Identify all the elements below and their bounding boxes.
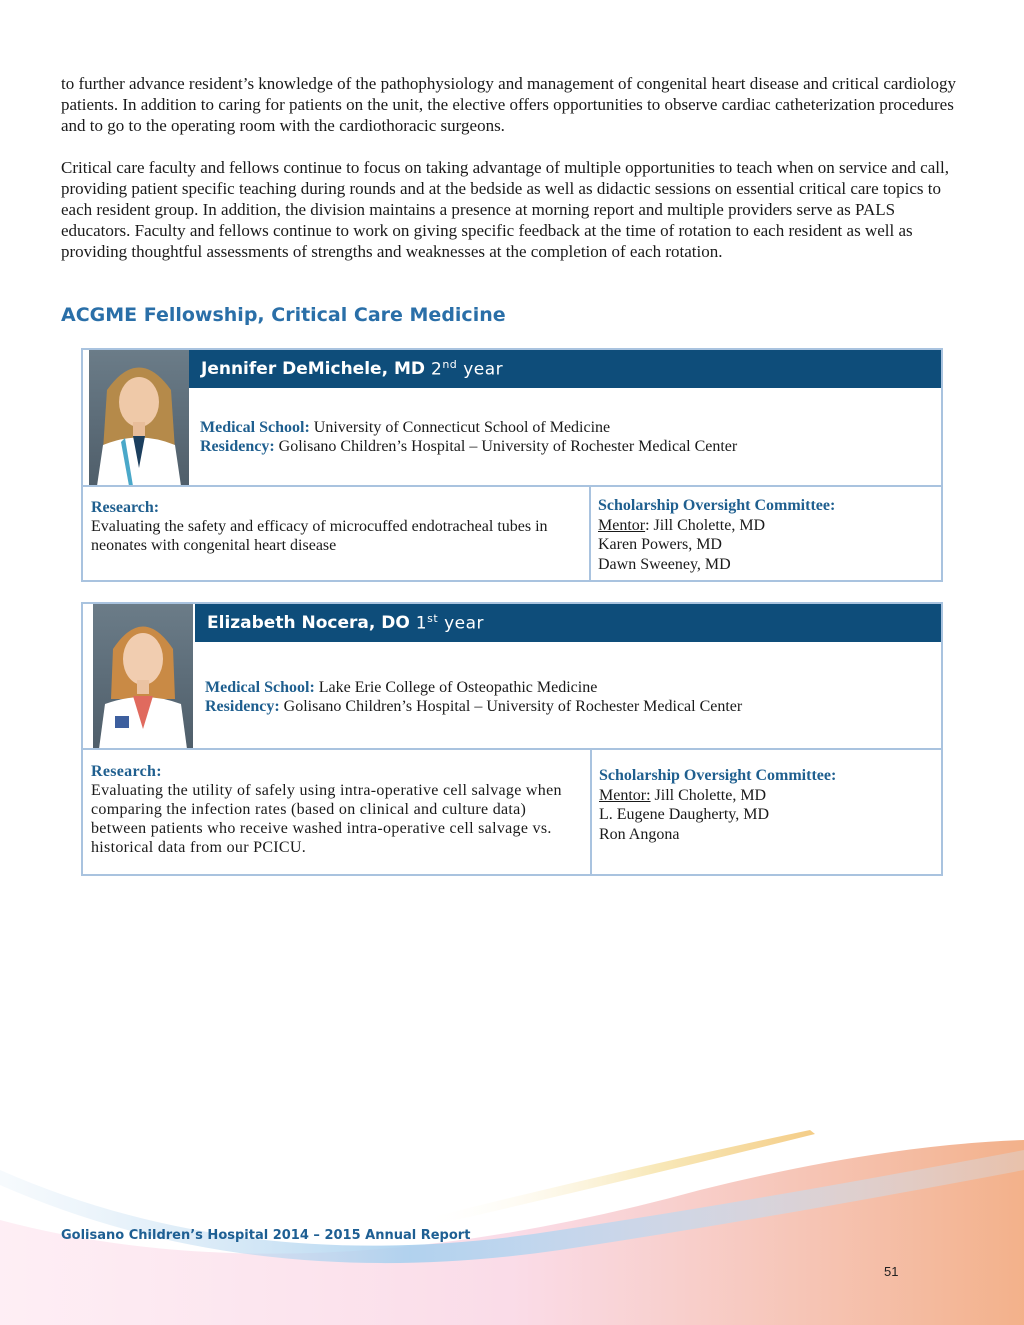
residency-label: Residency: [200, 438, 275, 455]
fellow-name-bar-1 [189, 350, 941, 388]
section-title: ACGME Fellowship, Critical Care Medicine [61, 304, 506, 326]
card-divider [83, 748, 941, 750]
medical-school: University of Connecticut School of Medicine [313, 419, 611, 436]
footer-swoosh-graphic [0, 1110, 1024, 1325]
medical-school-label: Medical School: [205, 679, 315, 696]
fellow-name-bar-2 [195, 604, 941, 642]
fellow-name: Jennifer DeMichele, MD [201, 359, 425, 379]
card-divider [83, 485, 941, 487]
committee-block [599, 766, 836, 844]
page-number: 51 [884, 1264, 899, 1279]
footer-title: Golisano Children’s Hospital 2014 – 2015 Annual Report [61, 1228, 471, 1243]
fellow-education [205, 678, 742, 716]
research-block [91, 498, 571, 555]
committee-member: Dawn Sweeney, MD [598, 555, 731, 573]
committee-member: L. Eugene Daugherty, MD [599, 806, 770, 823]
medical-school-label: Medical School: [200, 419, 310, 436]
fellow-photo-2 [93, 604, 193, 749]
fellow-education [200, 418, 737, 456]
research-label: Research: [91, 763, 162, 780]
committee-label: Scholarship Oversight Committee: [598, 497, 836, 514]
fellow-year: 1st year [415, 612, 485, 634]
fellow-photo-1 [89, 350, 189, 486]
fellow-card-2 [81, 602, 943, 876]
residency: Golisano Children’s Hospital – University of Rochester Medical Center [278, 438, 738, 455]
intro-paragraph-2: Critical care faculty and fellows continue to focus on taking advantage of multiple opportunities to teach when on service and call, providing patient specific teaching during rounds and at the bedside as well as didactic sessions on essential critical care topics to each resident group. In addition, the division maintains a presence at morning report and multiple providers serve as PALS educators. Faculty and fellows continue to work on giving specific feedback at the time of rotation to each resident as well as providing thoughtful assessments of strengths and weaknesses at the completion of each rotation. [61, 158, 949, 261]
mentor-name: Jill Cholette, MD [650, 786, 767, 804]
committee-label: Scholarship Oversight Committee: [599, 767, 837, 784]
research-text: Evaluating the utility of safely using intra-operative cell salvage when comparing the infection rates (based on clinical and culture data) between patients who receive washed intra-operative cell salvage vs. historical data from our PCICU. [91, 782, 562, 856]
mentor-label: Mentor: [599, 786, 651, 804]
mentor-name: : Jill Cholette, MD [645, 516, 766, 534]
mentor-label: Mentor [598, 516, 646, 534]
medical-school: Lake Erie College of Osteopathic Medicine [318, 679, 598, 696]
committee-block [598, 496, 835, 574]
intro-paragraph-1: to further advance resident’s knowledge of the pathophysiology and management of congenital heart disease and critical cardiology patients. In addition to caring for patients on the unit, the elective offers opportunities to observe cardiac catheterization procedures and to go to the operating room with the cardiothoracic surgeons. [61, 74, 957, 135]
research-label: Research: [91, 499, 160, 516]
fellow-year: 2nd year [430, 358, 504, 380]
residency-label: Residency: [205, 698, 280, 715]
fellow-card-1 [81, 348, 943, 582]
research-text: Evaluating the safety and efficacy of microcuffed endotracheal tubes in neonates with congenital heart disease [91, 518, 548, 554]
column-divider [590, 748, 592, 874]
column-divider [589, 485, 591, 580]
committee-member: Karen Powers, MD [598, 536, 722, 553]
fellow-name: Elizabeth Nocera, DO [207, 613, 410, 633]
research-block [91, 762, 581, 857]
residency: Golisano Children’s Hospital – University of Rochester Medical Center [283, 698, 743, 715]
committee-member: Ron Angona [599, 825, 680, 843]
